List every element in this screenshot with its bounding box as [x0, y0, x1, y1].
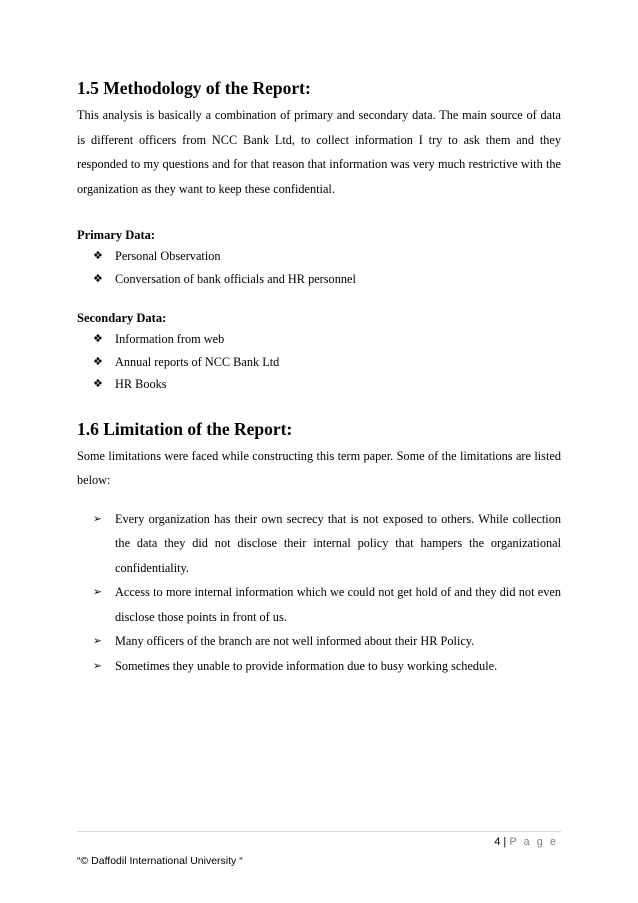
list-item: ❖ Information from web — [87, 328, 561, 351]
limitation-line: Some limitations were faced while constructing this term paper. Some of the limitations are — [77, 448, 531, 463]
methodology-heading: 1.5 Methodology of the Report: — [77, 78, 311, 98]
list-item: ➢ Access to more internal information which we could not get hold of and they did not even disclose those points in front of us. — [87, 580, 561, 629]
methodology-line: the organization as they want to keep these confidential. — [77, 157, 561, 196]
page-content — [77, 77, 561, 678]
list-item: ❖ Personal Observation — [87, 245, 561, 268]
diamond-bullet-icon: ❖ — [93, 271, 103, 285]
list-item: ➢ Many officers of the branch are not well informed about their HR Policy. — [87, 629, 561, 654]
methodology-paragraph — [77, 103, 561, 201]
page-number-separator: | — [503, 836, 507, 848]
list-item: ➢ Every organization has their own secrecy that is not exposed to others. While collection the data they did not disclose their internal policy that hampers the organizational confidentiality. — [87, 507, 561, 581]
secondary-data-label: Secondary Data: — [77, 311, 167, 325]
arrow-bullet-icon: ➢ — [93, 586, 102, 598]
methodology-line: responded to my questions and for that reason that information was very much restrictive with — [77, 157, 543, 171]
limitation-list — [77, 507, 561, 679]
list-item: ❖ Conversation of bank officials and HR personnel — [87, 268, 561, 291]
page-number-value: 4 — [494, 836, 501, 848]
arrow-bullet-icon: ➢ — [93, 659, 102, 672]
footer-copyright: “© Daffodil International University “ — [77, 855, 243, 867]
methodology-line: data is different officers from NCC Bank Ltd, to collect information I try to ask them and they — [77, 108, 561, 147]
page-label: P a g e — [509, 836, 558, 848]
diamond-bullet-icon: ❖ — [93, 377, 103, 390]
list-item: ❖ HR Books — [87, 373, 561, 396]
methodology-line: This analysis is basically a combination of primary and secondary data. The main source of — [77, 108, 537, 122]
page-number — [494, 836, 558, 848]
arrow-bullet-icon: ➢ — [93, 635, 102, 647]
limitation-line: listed below: — [77, 448, 561, 487]
diamond-bullet-icon: ❖ — [93, 249, 103, 262]
diamond-bullet-icon: ❖ — [93, 332, 103, 345]
list-item: ❖ Annual reports of NCC Bank Ltd — [87, 351, 561, 374]
limitation-heading: 1.6 Limitation of the Report: — [77, 418, 293, 439]
limitation-paragraph — [77, 444, 561, 493]
diamond-bullet-icon: ❖ — [93, 354, 103, 368]
primary-data-list — [77, 245, 561, 290]
secondary-data-list — [77, 328, 561, 396]
footer-divider — [77, 831, 561, 832]
list-item: ➢ Sometimes they unable to provide information due to busy working schedule. — [87, 654, 561, 679]
primary-data-label: Primary Data: — [77, 228, 156, 242]
arrow-bullet-icon: ➢ — [93, 512, 102, 525]
